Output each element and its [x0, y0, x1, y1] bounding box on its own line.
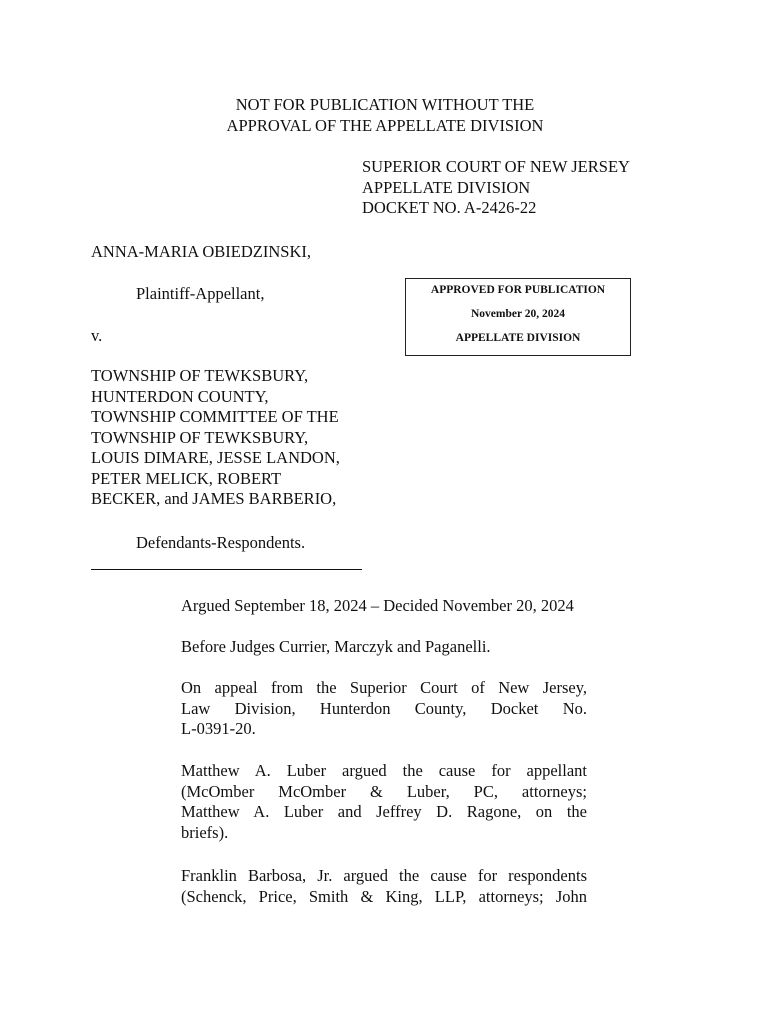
- approval-date: November 20, 2024: [470, 308, 565, 320]
- defendant-line: TOWNSHIP COMMITTEE OF THE: [91, 407, 339, 426]
- versus: v.: [91, 326, 103, 345]
- paragraph-line: Matthew A. Luber and Jeffrey D. Ragone, on the: [181, 802, 587, 821]
- appellant-counsel-paragraph: [181, 761, 587, 843]
- defendant-line: TOWNSHIP OF TEWKSBURY,: [91, 427, 309, 447]
- publication-notice-line-2: APPROVAL OF THE APPELLATE DIVISION: [226, 116, 544, 135]
- approval-status: APPROVED FOR PUBLICATION: [430, 284, 606, 296]
- argued-decided-dates: Argued September 18, 2024 – Decided November 20, 2024: [181, 596, 574, 615]
- publication-notice-line-1: NOT FOR PUBLICATION WITHOUT THE: [235, 95, 535, 114]
- approval-division: APPELLATE DIVISION: [455, 332, 581, 344]
- caption-divider: [91, 569, 362, 570]
- court-name: SUPERIOR COURT OF NEW JERSEY: [362, 157, 630, 176]
- paragraph-line: Matthew A. Luber argued the cause for appellant: [181, 761, 587, 780]
- paragraph-line: (McOmber McOmber & Luber, PC, attorneys;: [181, 781, 587, 801]
- paragraph-line: Franklin Barbosa, Jr. argued the cause for respondents: [181, 866, 587, 885]
- appeal-origin-paragraph: [181, 678, 587, 740]
- court-division: APPELLATE DIVISION: [362, 177, 531, 197]
- plaintiff-role: Plaintiff-Appellant,: [136, 284, 265, 303]
- judges-panel: Before Judges Currier, Marczyk and Paganelli.: [181, 637, 491, 656]
- respondent-counsel-paragraph: [181, 866, 587, 907]
- defendants-role: Defendants-Respondents.: [136, 533, 306, 552]
- defendant-line: PETER MELICK, ROBERT: [91, 468, 282, 488]
- court-block: [362, 157, 630, 219]
- approved-for-publication-box: [405, 278, 631, 356]
- defendants-list: [91, 366, 340, 510]
- paragraph-line: On appeal from the Superior Court of New Jersey,: [181, 678, 587, 697]
- plaintiff-name: ANNA-MARIA OBIEDZINSKI,: [91, 242, 311, 261]
- paragraph-line: briefs).: [181, 822, 229, 842]
- docket-number: DOCKET NO. A-2426-22: [362, 198, 537, 217]
- paragraph-line: (Schenck, Price, Smith & King, LLP, attorneys; John: [181, 886, 587, 906]
- paragraph-line: Law Division, Hunterdon County, Docket No.: [181, 698, 587, 718]
- defendant-line: BECKER, and JAMES BARBERIO,: [91, 489, 337, 508]
- defendant-line: TOWNSHIP OF TEWKSBURY,: [91, 366, 309, 385]
- defendant-line: HUNTERDON COUNTY,: [91, 386, 269, 406]
- paragraph-line: L-0391-20.: [181, 719, 256, 738]
- defendant-line: LOUIS DIMARE, JESSE LANDON,: [91, 448, 340, 467]
